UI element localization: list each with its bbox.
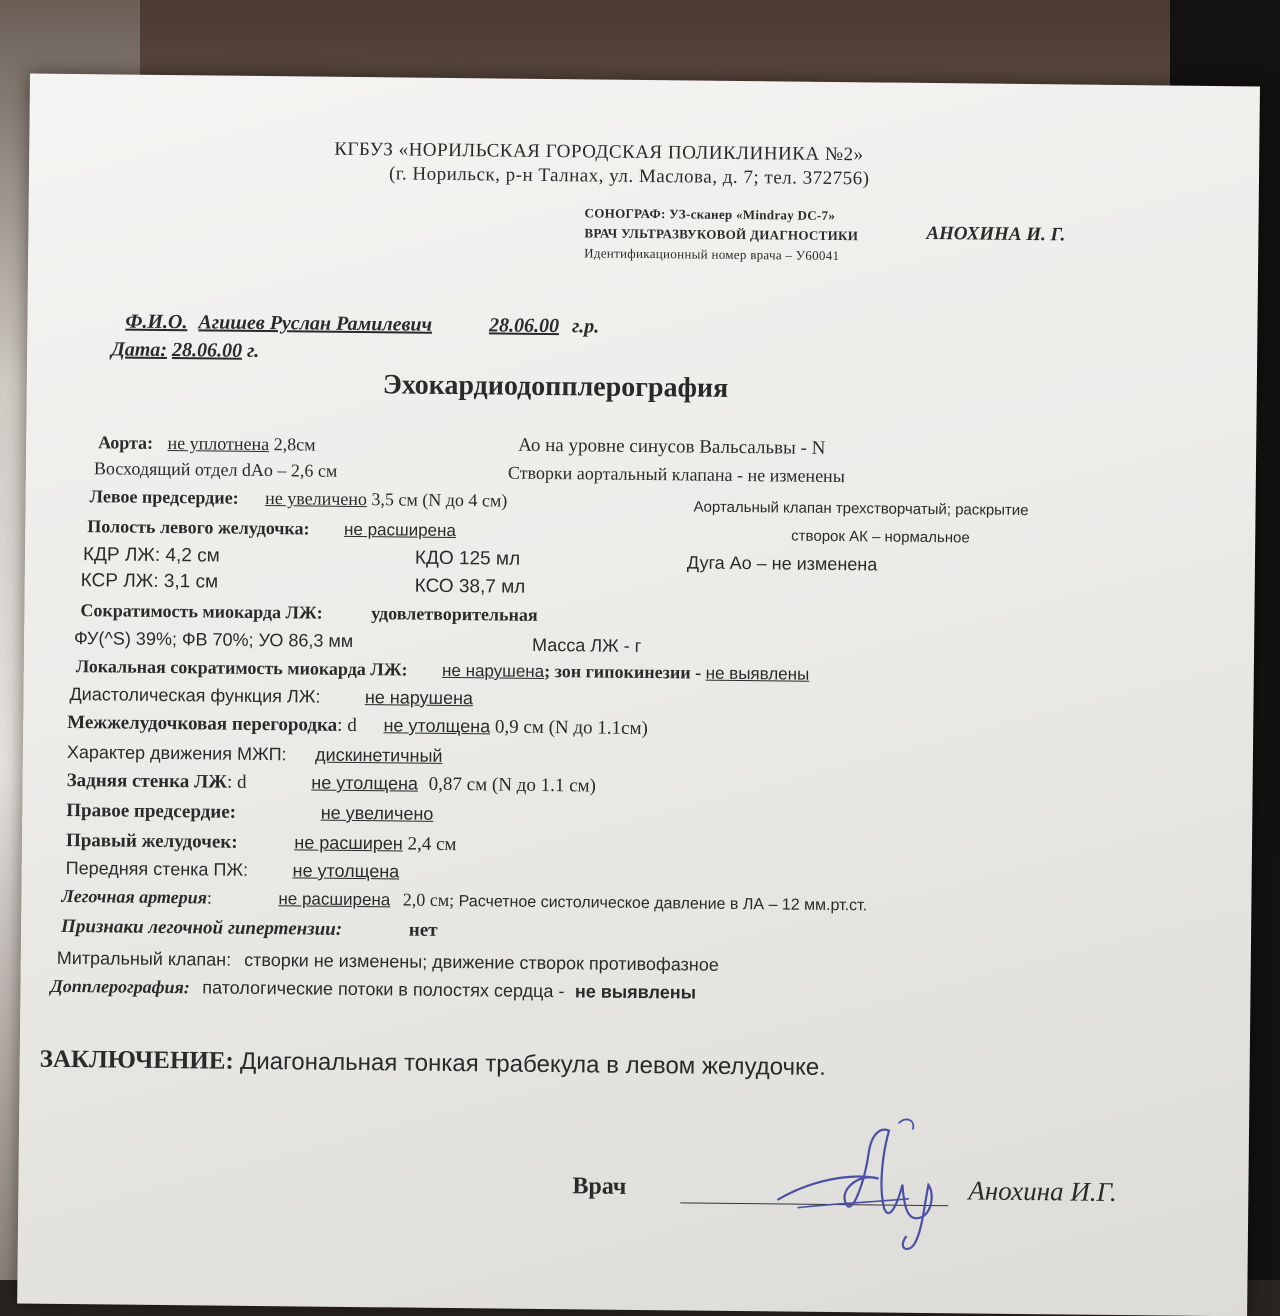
kso: КСО 38,7 мл: [414, 575, 526, 598]
rv-size: 2,4 см: [407, 833, 457, 856]
hypokinesis-label: ; зон гипокинезии -: [544, 660, 702, 683]
aorta-value: не уплотнена: [167, 433, 270, 455]
ivs-motion-row: [67, 742, 443, 767]
pw-label: Задняя стенка ЛЖ: [66, 769, 228, 793]
pa-colon: :: [206, 887, 213, 908]
ascending-aorta: Восходящий отдел dAo – 2,6 см: [93, 458, 338, 481]
aortic-leaflets: Створки аортальный клапана - не изменены: [507, 462, 845, 487]
aortic-arch: Дуга Ао – не изменена: [686, 552, 878, 575]
aorta-size: 2,8см: [273, 434, 316, 455]
lv-cavity-row: [87, 516, 456, 541]
ra-label: Правое предсердие:: [66, 799, 237, 823]
av-opening: створок АК – нормальное: [791, 527, 970, 547]
pa-value: не расширена: [278, 889, 391, 910]
pw-value: не утолщена: [311, 772, 419, 794]
date-suffix: г.: [246, 339, 260, 362]
rv-wall-value: не утолщена: [292, 860, 400, 882]
mitral-row: [57, 948, 719, 976]
doppler-text: патологические потоки в полостях сердца -: [202, 977, 565, 1002]
fio-label: Ф.И.О.: [125, 310, 188, 334]
contractility-label: Сократимость миокарда ЛЖ:: [80, 600, 323, 623]
org-address: (г. Норильск, р-н Талнах, ул. Маслова, д. 7; тел. 372756): [388, 163, 870, 190]
doppler-label: Допплерография:: [50, 975, 190, 998]
pw-size: 0,87 см (N до 1.1 см): [428, 773, 597, 797]
ivs-size: 0,9 см (N до 1.1см): [494, 716, 649, 740]
ra-row: [66, 800, 433, 826]
mitral-value: створки не изменены; движение створок противофазное: [244, 949, 719, 975]
hypokinesis-value: не выявлены: [705, 663, 810, 684]
ksr: КСР ЛЖ: 3,1 см: [80, 570, 219, 593]
contractility-value: удовлетворительная: [371, 603, 538, 625]
fu-line: ФУ(^S) 39%; ФВ 70%; УО 86,3 мм: [74, 628, 354, 651]
la-value: не увеличено: [265, 488, 368, 510]
document-title: Эхокардиодопплерография: [382, 369, 729, 404]
document-page: [17, 74, 1260, 1316]
ph-row: [61, 916, 438, 942]
pa-row: [61, 886, 867, 915]
doppler-value: не выявлены: [574, 981, 697, 1003]
rv-row: [66, 830, 457, 856]
ivs-d: : d: [337, 714, 357, 737]
ivs-motion-label: Характер движения МЖП:: [66, 741, 287, 765]
patient-line: [125, 311, 599, 339]
ra-value: не увеличено: [320, 802, 434, 824]
mitral-label: Митральный клапан:: [56, 947, 232, 970]
date-line: [111, 338, 259, 363]
local-label: Локальная сократимость миокарда ЛЖ:: [75, 656, 408, 680]
diastolic-label: Диастолическая функция ЛЖ:: [69, 684, 321, 707]
local-value: не нарушена: [441, 660, 545, 681]
handwritten-signature: [738, 1111, 970, 1263]
ivs-motion-value: дискинетичный: [314, 744, 443, 766]
pa-size: 2,0 см;: [402, 889, 455, 911]
ivs-label: Межжелудочковая перегородка: [67, 711, 338, 736]
ao-sinus: Ао на уровне синусов Вальсальвы - N: [518, 434, 826, 459]
rv-value: не расширен: [294, 832, 403, 854]
ivs-row: [67, 712, 648, 740]
conclusion-label: ЗАКЛЮЧЕНИЕ:: [39, 1045, 234, 1075]
kdo: КДО 125 мл: [414, 547, 521, 570]
ivs-value: не утолщена: [383, 715, 491, 737]
sonograph-line: СОНОГРАФ: УЗ-сканер «Mindray DC-7»: [584, 205, 836, 223]
ph-value: нет: [408, 919, 438, 941]
doctor-name: АНОХИНА И. Г.: [926, 222, 1066, 246]
pw-row: [67, 770, 597, 798]
signature-name: Анохина И.Г.: [968, 1175, 1117, 1207]
la-label: Левое предсердие:: [89, 486, 239, 508]
lv-cavity-label: Полость левого желудочка:: [87, 516, 310, 539]
la-row: [89, 486, 507, 511]
birth-date: 28.06.00: [488, 314, 560, 338]
date-label: Дата:: [111, 338, 168, 362]
conclusion: [40, 1046, 826, 1082]
pw-d: : d: [226, 771, 247, 793]
fio-value: Агишев Руслан Рамилевич: [198, 311, 433, 336]
birth-suffix: г.р.: [571, 315, 600, 338]
conclusion-text: Диагональная тонкая трабекула в левом желудочке.: [239, 1047, 826, 1081]
doctor-id: Идентификационный номер врача – У60041: [584, 245, 840, 264]
doctor-role: ВРАЧ УЛЬТРАЗВУКОВОЙ ДИАГНОСТИКИ: [584, 225, 859, 244]
rv-wall-label: Передняя стенка ПЖ:: [65, 857, 249, 880]
local-contractility-row: [76, 656, 810, 685]
av-tricuspid: Аортальный клапан трехстворчатый; раскрытие: [693, 498, 1029, 520]
diastolic-row: [69, 684, 473, 709]
rv-label: Правый желудочек:: [65, 829, 238, 853]
rv-wall-row: [66, 858, 400, 882]
pa-pressure: Расчетное систолическое давление в ЛА – 12 мм.рт.ст.: [458, 893, 868, 915]
pa-label: Легочная артерия: [61, 885, 208, 908]
contractility-row: [80, 600, 538, 626]
aorta-label: Аорта:: [98, 432, 154, 453]
signature-role: Врач: [572, 1173, 627, 1200]
lv-cavity-value: не расширена: [343, 519, 457, 541]
kdr: КДР ЛЖ: 4,2 см: [82, 544, 220, 567]
lv-mass: Масса ЛЖ - г: [531, 634, 642, 656]
doppler-row: [50, 976, 696, 1004]
org-name: КГБУЗ «НОРИЛЬСКАЯ ГОРОДСКАЯ ПОЛИКЛИНИКА №2»: [334, 138, 864, 166]
aorta-row: [98, 432, 316, 455]
ph-label: Признаки легочной гипертензии:: [60, 915, 343, 940]
diastolic-value: не нарушена: [364, 687, 474, 709]
la-size: 3,5 см (N до 4 см): [371, 489, 508, 511]
date-value: 28.06.00: [171, 339, 243, 362]
